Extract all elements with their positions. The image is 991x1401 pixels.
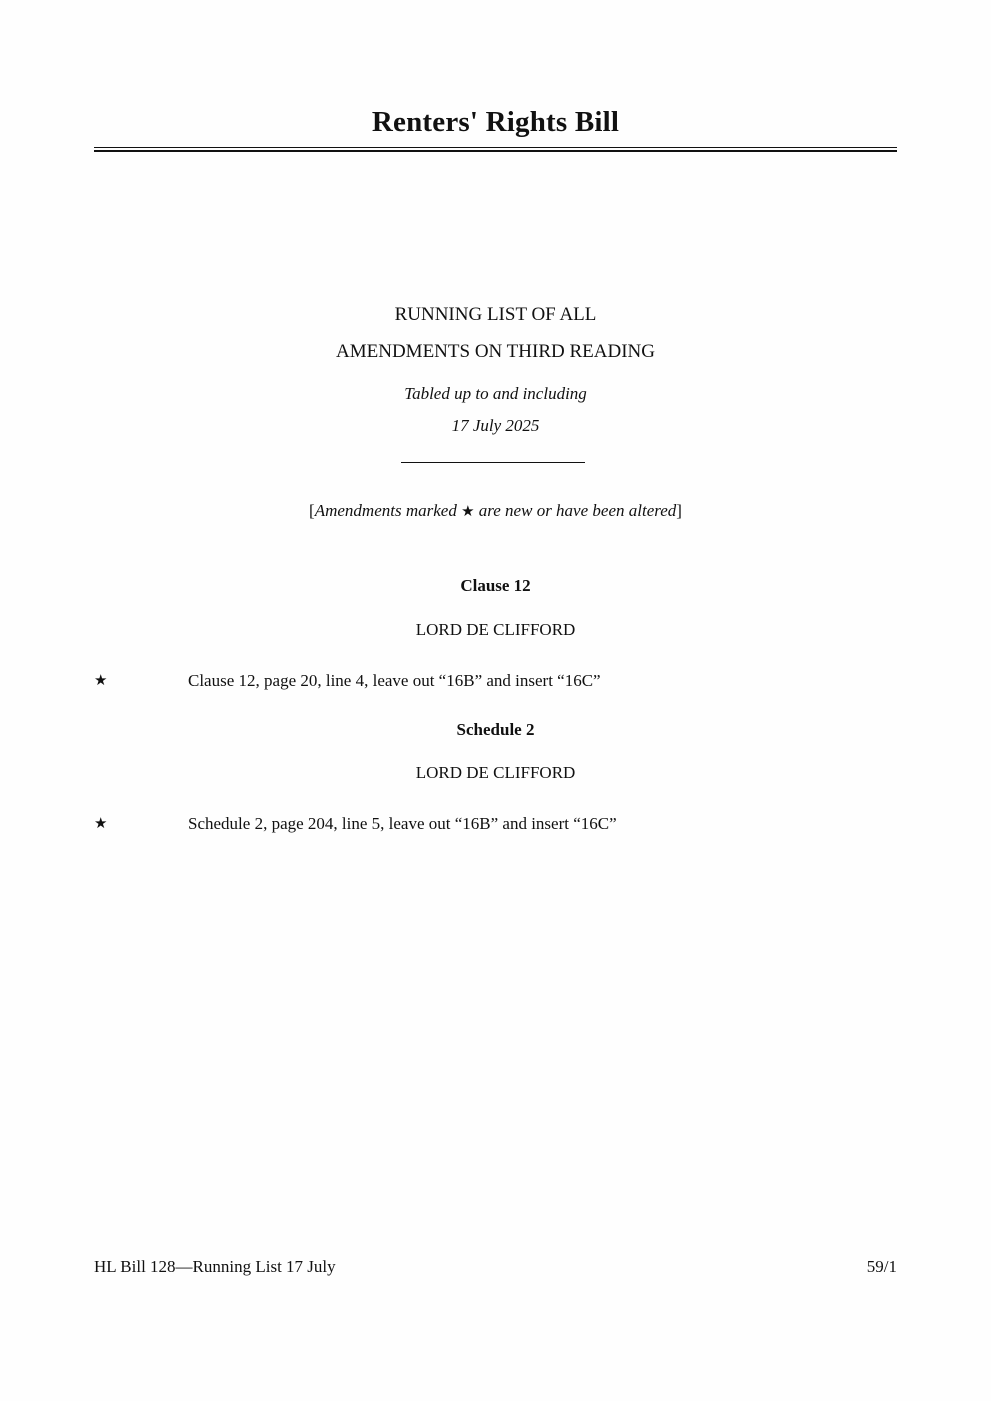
subtitle-line-2: AMENDMENTS ON THIRD READING [336, 341, 655, 362]
title-rule-thin [94, 147, 897, 148]
title-rule-thick [94, 150, 897, 152]
star-icon: ★ [94, 671, 108, 689]
star-icon: ★ [94, 814, 108, 832]
separator-rule [401, 462, 585, 463]
subtitle-line-1: RUNNING LIST OF ALL [394, 304, 597, 325]
star-icon: ★ [461, 502, 475, 520]
member-name: LORD DE CLIFFORD [415, 763, 576, 782]
note-text-after: are new or have been altered [474, 501, 677, 520]
member-name: LORD DE CLIFFORD [415, 620, 576, 639]
tabled-date: 17 July 2025 [451, 416, 540, 435]
footer-page-number: 59/1 [866, 1257, 897, 1276]
amendment-text: Schedule 2, page 204, line 5, leave out “16B” and insert “16C” [188, 814, 617, 833]
section-heading-schedule-2: Schedule 2 [456, 720, 535, 739]
amendment-text: Clause 12, page 20, line 4, leave out “16B” and insert “16C” [188, 671, 601, 690]
note-text-before: Amendments marked [314, 501, 462, 520]
amendments-note [94, 501, 897, 521]
tabled-line-1: Tabled up to and including [404, 384, 587, 403]
document-title: Renters' Rights Bill [371, 106, 620, 138]
note-bracket-open: [ [309, 501, 315, 520]
footer-bill-reference: HL Bill 128—Running List 17 July [94, 1257, 336, 1276]
note-bracket-close: ] [676, 501, 682, 520]
section-heading-clause-12: Clause 12 [460, 576, 531, 595]
